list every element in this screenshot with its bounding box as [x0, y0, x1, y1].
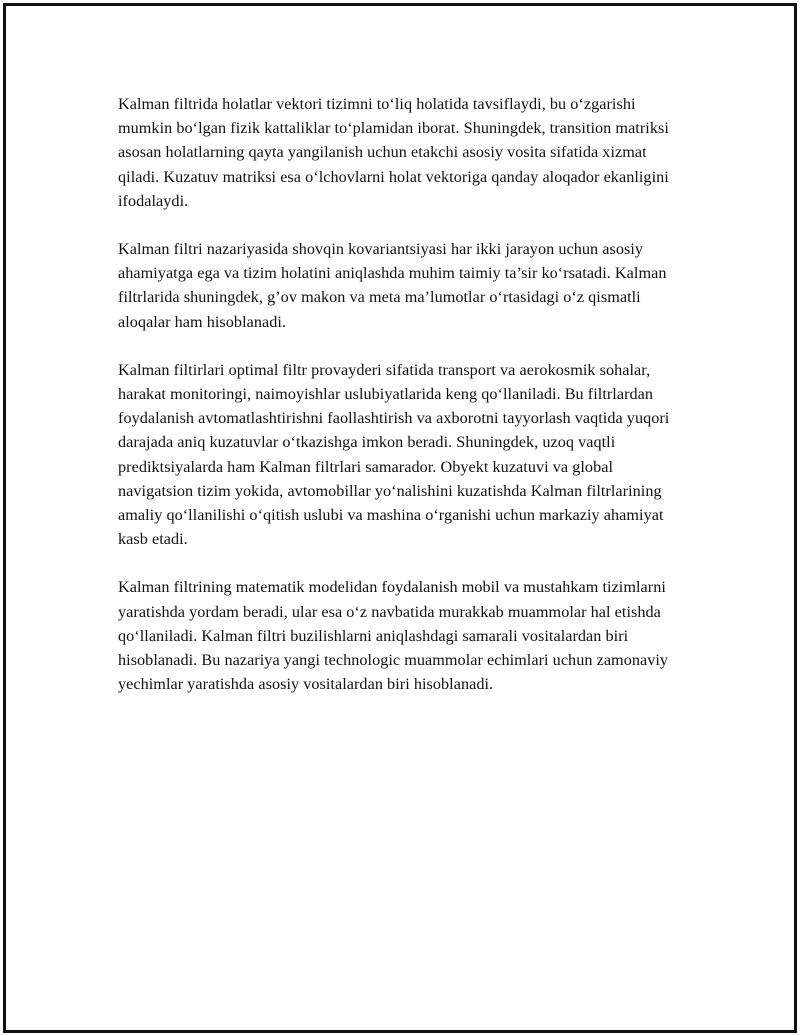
- paragraph: Kalman filtri nazariyasida shovqin kovariantsiyasi har ikki jarayon uchun asosiy ahamiyatga ega va tizim holatini aniqlashda muhim taimiy ta’sir ko‘rsatadi. Kalman filtrlarida shuningdek, g’ov makon va meta ma’lumotlar o‘rtasidagi o‘z qismatli aloqalar ham hisoblanadi.: [118, 240, 667, 331]
- paragraph: Kalman filtrida holatlar vektori tizimni to‘liq holatida tavsiflaydi, bu o‘zgarishi mumkin bo‘lgan fizik kattaliklar to‘plamidan iborat. Shuningdek, transition matriksi asosan holatlarning qayta yangilanish uchun etakchi asosiy vosita sifatida xizmat qiladi. Kuzatuv matriksi esa o‘lchovlarni holat vektoriga qanday aloqador ekanligini ifodalaydi.: [118, 95, 669, 210]
- paragraph: Kalman filtirlari optimal filtr provayderi sifatida transport va aerokosmik sohalar, harakat monitoringi, naimoyishlar uslubiyatlarida keng qo‘llaniladi. Bu filtrlardan foydalanish avtomatlashtirishni faollashtirish va axborotni tayyorlash vaqtida yuqori darajada aniq kuzatuvlar o‘tkazishga imkon beradi. Shuningdek, uzoq vaqtli prediktsiyalarda ham Kalman filtrlari samarador. Obyekt kuzatuvi va global navigatsion tizim yokida, avtomobillar yo‘nalishini kuzatishda Kalman filtrlarining amaliy qo‘llanilishi o‘qitish uslubi va mashina o‘rganishi uchun markaziy ahamiyat kasb etadi.: [118, 360, 670, 549]
- document-body: [118, 92, 682, 720]
- paragraph: Kalman filtrining matematik modelidan foydalanish mobil va mustahkam tizimlarni yaratishda yordam beradi, ular esa o‘z navbatida murakkab muammolar hal etishda qo‘llaniladi. Kalman filtri buzilishlarni aniqlashdagi samarali vositalardan biri hisoblanadi. Bu nazariya yangi technologic muammolar echimlari uchun zamonaviy yechimlar yaratishda asosiy vositalardan biri hisoblanadi.: [118, 578, 669, 694]
